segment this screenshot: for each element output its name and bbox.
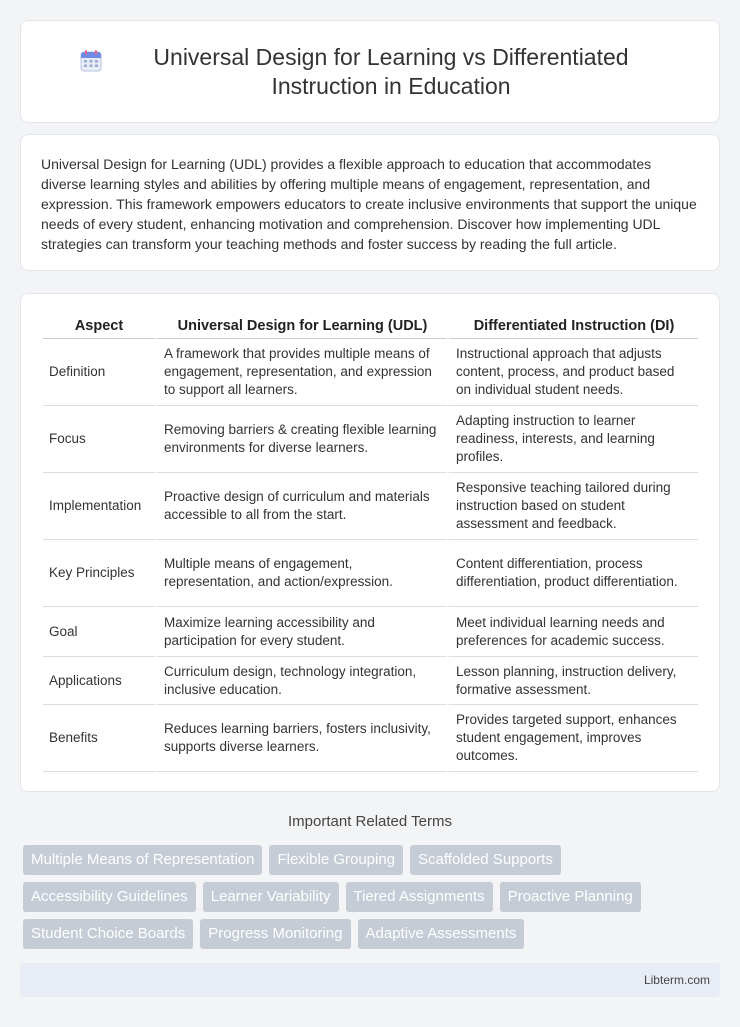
row-udl: A framework that provides multiple means of engagement, representation, and expression to support all learners.: [155, 339, 447, 406]
row-aspect: Definition: [43, 339, 155, 406]
tag-flexible-grouping[interactable]: Flexible Grouping: [269, 845, 403, 875]
related-terms: [23, 845, 723, 956]
row-udl: Reduces learning barriers, fosters inclusivity, supports diverse learners.: [155, 705, 447, 772]
row-di: Adapting instruction to learner readiness, interests, and learning profiles.: [447, 406, 698, 473]
footer-site-link[interactable]: Libterm.com: [643, 973, 710, 987]
header-di: Differentiated Instruction (DI): [447, 311, 698, 339]
row-udl: Maximize learning accessibility and participation for every student.: [155, 607, 447, 657]
tag-multiple-means-of-representation[interactable]: Multiple Means of Representation: [23, 845, 262, 875]
table-row: [43, 705, 698, 772]
row-di: Meet individual learning needs and preferences for academic success.: [447, 607, 698, 657]
table-header-row: [43, 311, 698, 339]
tag-tiered-assignments[interactable]: Tiered Assignments: [346, 882, 493, 912]
header-udl: Universal Design for Learning (UDL): [155, 311, 447, 339]
comparison-table-card: [20, 293, 720, 792]
header-aspect: Aspect: [43, 311, 155, 339]
row-aspect: Goal: [43, 607, 155, 657]
row-aspect: Focus: [43, 406, 155, 473]
row-udl: Curriculum design, technology integration, inclusive education.: [155, 657, 447, 705]
tag-proactive-planning[interactable]: Proactive Planning: [500, 882, 641, 912]
header-card: [20, 20, 720, 123]
related-terms-title: Important Related Terms: [288, 813, 452, 830]
row-aspect: Implementation: [43, 473, 155, 540]
row-udl: Proactive design of curriculum and materials accessible to all from the start.: [155, 473, 447, 540]
tag-row: [23, 845, 723, 875]
tag-student-choice-boards[interactable]: Student Choice Boards: [23, 919, 193, 949]
tag-learner-variability[interactable]: Learner Variability: [203, 882, 339, 912]
table-row: [43, 657, 698, 705]
row-di: Lesson planning, instruction delivery, formative assessment.: [447, 657, 698, 705]
footer: [20, 963, 720, 997]
table-row: [43, 406, 698, 473]
tag-progress-monitoring[interactable]: Progress Monitoring: [200, 919, 350, 949]
tag-row: [23, 919, 723, 949]
tag-row: [23, 882, 723, 912]
calendar-icon: [79, 49, 103, 73]
row-di: Instructional approach that adjusts content, process, and product based on individual student needs.: [447, 339, 698, 406]
table-row: [43, 339, 698, 406]
tag-accessibility-guidelines[interactable]: Accessibility Guidelines: [23, 882, 196, 912]
intro-text: Universal Design for Learning (UDL) provides a flexible approach to education that accommodates diverse learning styles and abilities by offering multiple means of engagement, representation, and expression. This framework empowers educators to create inclusive environments that support the unique needs of every student, enhancing motivation and comprehension. Discover how implementing UDL strategies can transform your teaching methods and foster success by reading the full article.: [41, 156, 697, 252]
row-di: Content differentiation, process differentiation, product differentiation.: [447, 540, 698, 607]
intro-card: [20, 134, 720, 271]
row-aspect: Key Principles: [43, 540, 155, 607]
page-title: Universal Design for Learning vs Differentiated Instruction in Education: [153, 43, 629, 99]
table-row: [43, 473, 698, 540]
row-aspect: Benefits: [43, 705, 155, 772]
row-aspect: Applications: [43, 657, 155, 705]
row-udl: Multiple means of engagement, representation, and action/expression.: [155, 540, 447, 607]
comparison-table: [43, 311, 698, 772]
row-di: Provides targeted support, enhances student engagement, improves outcomes.: [447, 705, 698, 772]
tag-scaffolded-supports[interactable]: Scaffolded Supports: [410, 845, 561, 875]
table-row: [43, 607, 698, 657]
row-udl: Removing barriers & creating flexible learning environments for diverse learners.: [155, 406, 447, 473]
header: [79, 43, 661, 101]
table-row: [43, 540, 698, 607]
row-di: Responsive teaching tailored during instruction based on student assessment and feedback.: [447, 473, 698, 540]
tag-adaptive-assessments[interactable]: Adaptive Assessments: [358, 919, 525, 949]
